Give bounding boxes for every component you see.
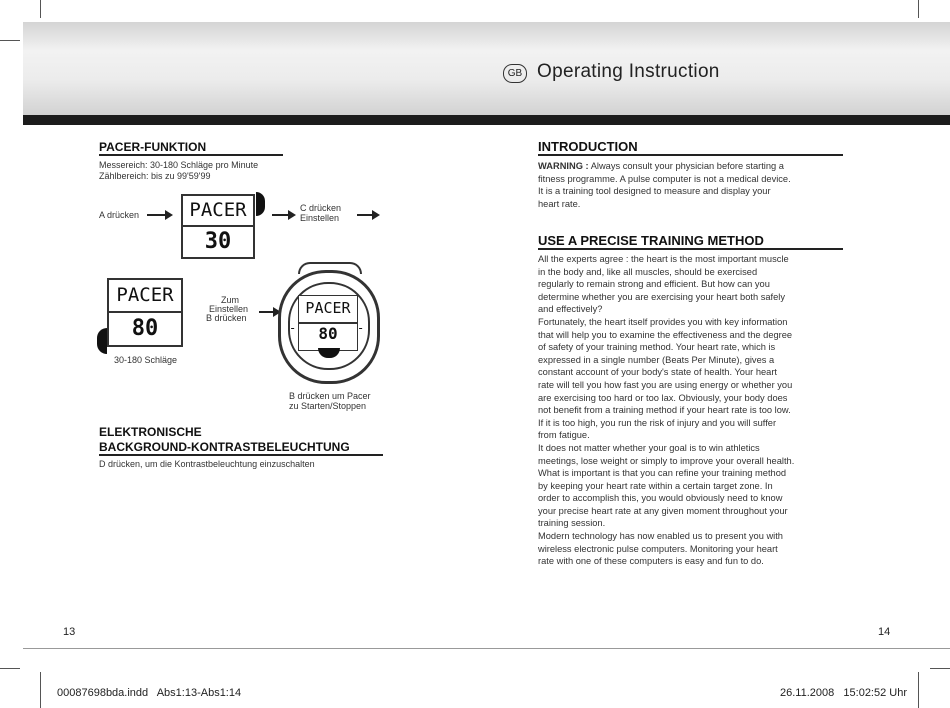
footer-file-info: 00087698bda.indd Abs1:13-Abs1:14: [57, 687, 242, 699]
method-line: Modern technology has now enabled us to present you with: [538, 531, 783, 542]
setting-note: Einstellen: [209, 304, 249, 314]
page-title: Operating Instruction: [537, 61, 720, 82]
button-indicator: [256, 192, 265, 216]
method-line: in the body and, like all muscles, should be exercised: [538, 266, 758, 277]
pacer-heading: PACER-FUNKTION: [99, 140, 207, 154]
crop-mark: [40, 0, 41, 18]
method-line: meetings, lose weight or simply to improve your overall health.: [538, 455, 795, 466]
backlight-heading: ELEKTRONISCHE: [99, 425, 202, 439]
crop-mark: [40, 672, 41, 708]
lcd-top-text: PACER: [116, 284, 174, 306]
method-line: are exercising too hard or too lax. Obviously, your body does: [538, 392, 788, 403]
method-heading: USE A PRECISE TRAINING METHOD: [538, 233, 764, 248]
crop-mark: [930, 668, 950, 669]
crop-mark: [0, 668, 20, 669]
method-line: It does not matter whether your goal is to win athletics: [538, 442, 760, 453]
intro-line: heart rate.: [538, 198, 581, 209]
page-number-left: 13: [63, 626, 76, 638]
watch-bottom-text: 80: [318, 324, 338, 343]
crop-mark: [918, 0, 919, 18]
arrow-right: [147, 214, 171, 216]
watch-top-text: PACER: [305, 299, 351, 317]
a-press-label: A drücken: [99, 210, 140, 220]
intro-line: fitness programme. A pulse computer is not a medical device.: [538, 173, 791, 184]
backlight-heading: BACKGROUND-KONTRASTBELEUCHTUNG: [99, 440, 350, 454]
lcd-bottom-text: 80: [131, 316, 159, 341]
intro-line: It is a training tool designed to measure and display your: [538, 186, 771, 197]
method-line: and effectively?: [538, 304, 603, 315]
method-line: that will help you to examine the effectiveness and the degree: [538, 329, 793, 340]
method-line: from fatigue.: [538, 430, 590, 441]
lcd-display-pacer-30: [181, 194, 255, 259]
c-press-label: C drücken: [300, 203, 342, 213]
method-line: All the experts agree : the heart is the most important muscle: [538, 254, 789, 264]
method-line: constant account of your body's state of health. Your heart: [538, 367, 778, 378]
introduction-heading: INTRODUCTION: [538, 139, 638, 154]
method-line: rate with one of these computers is easy and fun to do.: [538, 556, 764, 567]
backlight-text: D drücken, um die Kontrastbeleuchtung einzuschalten: [99, 459, 315, 469]
method-line: expressed in a single number (Beats Per Minute), gives a: [538, 354, 775, 365]
method-paragraph: [538, 253, 794, 568]
method-line: rate will tell you how fast you are using energy or whether you: [538, 379, 793, 390]
page-number-right: 14: [878, 626, 891, 638]
lcd-top-text: PACER: [189, 199, 247, 221]
c-press-label: Einstellen: [300, 213, 340, 223]
method-line: of safety of your training method. Your heart rate, which is: [538, 342, 776, 353]
intro-line: Always consult your physician before starting a: [590, 161, 784, 171]
watch-dash: -: [357, 321, 365, 335]
header-banner: [23, 22, 950, 118]
header-rule: [23, 115, 950, 125]
page-bottom-rule: [23, 648, 950, 649]
language-badge: GB: [503, 64, 527, 83]
arrow-right: [357, 214, 378, 216]
heading-underline: [538, 154, 843, 156]
method-line: wireless electronic pulse computers. Monitoring your heart: [538, 543, 778, 554]
setting-note: B drücken: [206, 313, 247, 323]
heading-underline: [99, 154, 283, 156]
method-line: If it is too high, you run the risk of injury and you will suffer: [538, 417, 777, 428]
intro-paragraph: [538, 160, 791, 210]
heading-underline: [538, 248, 843, 250]
heading-underline: [99, 454, 383, 456]
button-indicator: [97, 328, 107, 354]
range-line: Zählbereich: bis zu 99'59'99: [99, 171, 211, 181]
beats-label: 30-180 Schläge: [114, 355, 178, 365]
method-line: Fortunately, the heart itself provides you with key information: [538, 316, 788, 327]
lcd-display-pacer-80: [107, 278, 183, 347]
range-line: Messereich: 30-180 Schläge pro Minute: [99, 160, 259, 170]
setting-note: Zum: [221, 295, 239, 305]
crop-mark: [0, 40, 20, 41]
arrow-right: [259, 311, 279, 313]
method-line: your precise heart rate at any given moment throughout your: [538, 505, 788, 516]
watch-dash: -: [289, 321, 297, 335]
method-line: not benefit from a training method if your heart rate is too low.: [538, 405, 791, 416]
arrow-right: [272, 214, 294, 216]
method-line: training session.: [538, 518, 606, 529]
footer-timestamp: 26.11.2008 15:02:52 Uhr: [780, 687, 908, 699]
method-line: regularly to remain strong and efficient. But how can you: [538, 279, 770, 290]
crop-mark: [918, 672, 919, 708]
method-line: determine whether you are exercising your heart both safely: [538, 291, 786, 302]
b-press-note: B drücken um Pacer: [289, 391, 371, 401]
b-press-note: zu Starten/Stoppen: [289, 401, 367, 411]
warning-label: WARNING :: [538, 161, 589, 171]
method-line: What is important is that you can refine your training method: [538, 468, 787, 479]
method-line: by keeping your heart rate within a certain target zone. In: [538, 480, 773, 491]
watch-illustration: [278, 262, 378, 382]
method-line: order to accomplish this, you would obviously need to know: [538, 493, 783, 504]
lcd-bottom-text: 30: [204, 229, 232, 254]
